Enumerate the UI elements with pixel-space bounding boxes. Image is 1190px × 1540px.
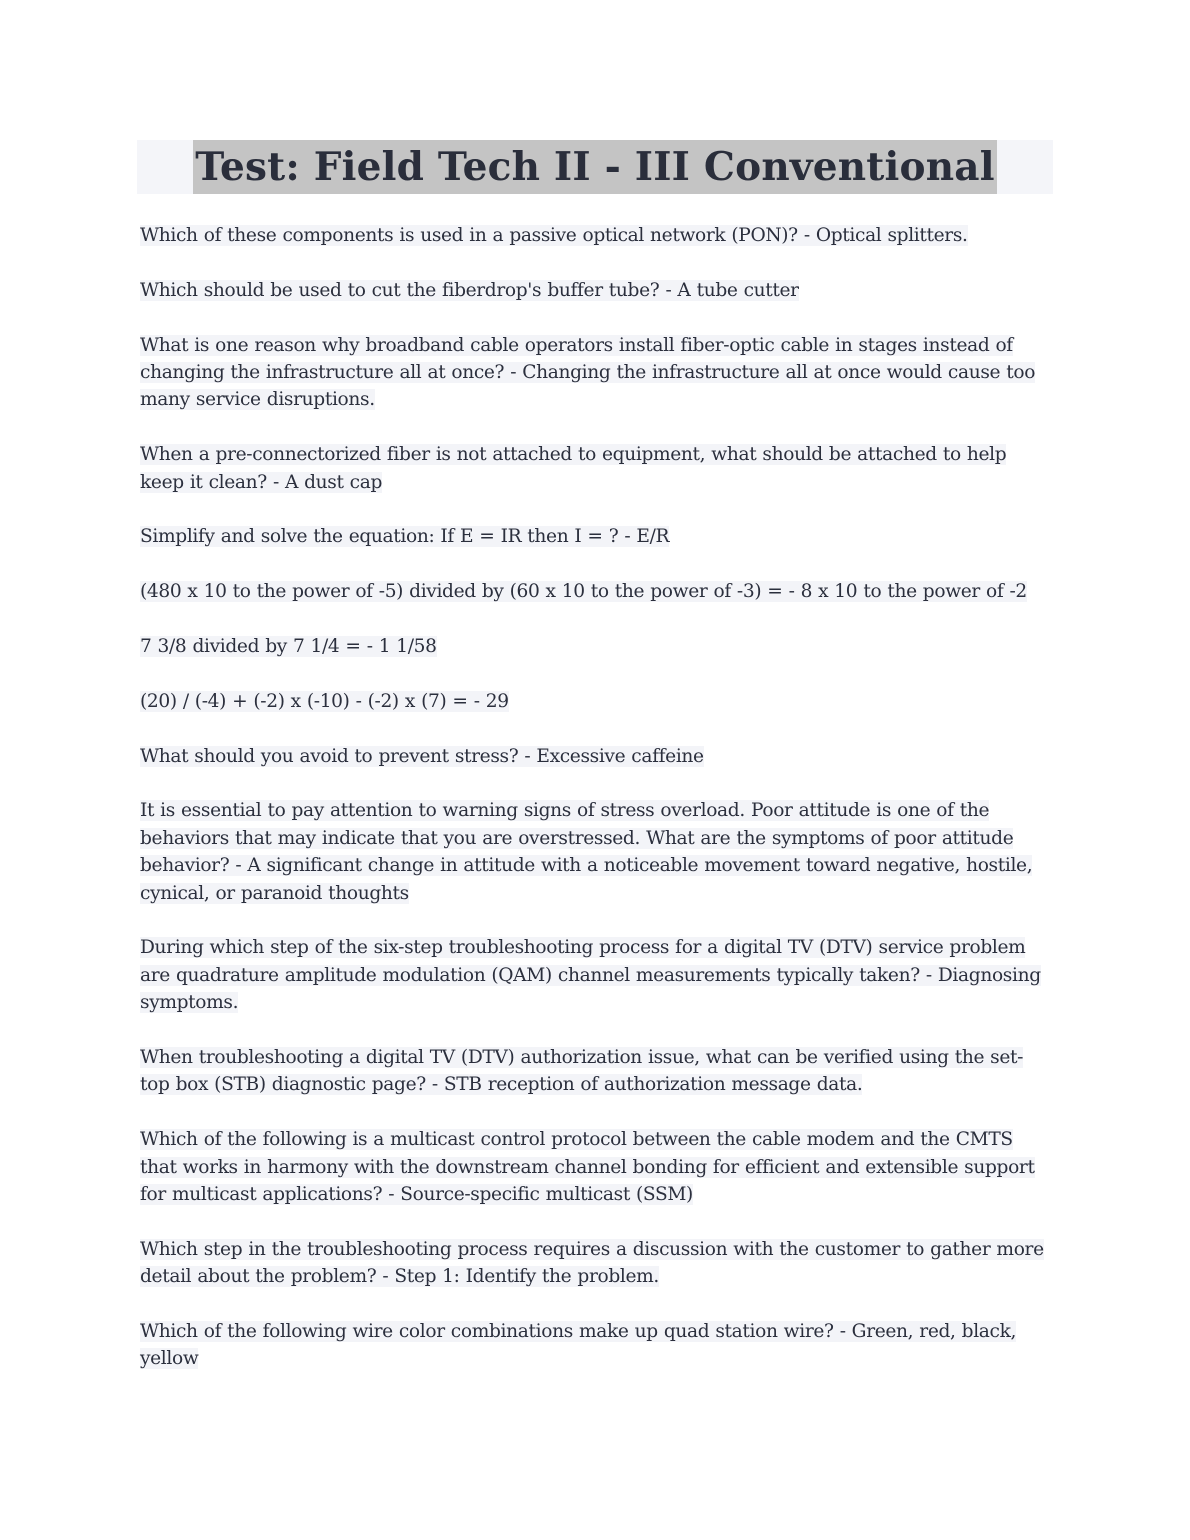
qa-text: (20) / (-4) + (-2) x (-10) - (-2) x (7) = - 29 (140, 690, 509, 712)
qa-item-6 (140, 578, 1052, 605)
qa-item-3 (140, 332, 1052, 414)
qa-item-11 (140, 934, 1052, 1016)
qa-item-15 (140, 1318, 1052, 1373)
qa-item-7 (140, 633, 1052, 660)
qa-item-9 (140, 743, 1052, 770)
qa-text: What should you avoid to prevent stress? - Excessive caffeine (140, 745, 704, 767)
qa-text: Simplify and solve the equation: If E = IR then I = ? - E/R (140, 526, 670, 548)
qa-text: When a pre-connectorized fiber is not attached to equipment, what should be attached to help keep it clean? - A dust cap (140, 444, 1007, 493)
qa-item-13 (140, 1126, 1052, 1208)
question-answer-list (140, 222, 1052, 1400)
qa-text: Which of these components is used in a passive optical network (PON)? - Optical splitters. (140, 225, 968, 246)
qa-item-4 (140, 441, 1052, 496)
page-title: Test: Field Tech II - III Conventional (193, 140, 997, 194)
qa-text: Which step in the troubleshooting process requires a discussion with the customer to gather more detail about the problem? - Step 1: Identify the problem. (140, 1238, 1044, 1288)
qa-item-12 (140, 1044, 1052, 1099)
qa-item-8 (140, 688, 1052, 715)
qa-text: Which of the following is a multicast control protocol between the cable modem and the CMTS that works in harmony with the downstream channel bonding for efficient and extensible support for multicast applications? - Source-specific multicast (SSM) (140, 1129, 1035, 1206)
qa-text: Which of the following wire color combinations make up quad station wire? - Green, red, black, yellow (140, 1321, 1017, 1370)
qa-text: What is one reason why broadband cable operators install fiber-optic cable in stages instead of changing the infrastructure all at once? - Changing the infrastructure all at once would cause too many service disruptions. (140, 334, 1036, 411)
qa-item-2 (140, 277, 1052, 304)
qa-text: When troubleshooting a digital TV (DTV) authorization issue, what can be verified using the set-top box (STB) diagnostic page? - STB reception of authorization message data. (140, 1047, 1024, 1096)
qa-text: It is essential to pay attention to warning signs of stress overload. Poor attitude is one of the behaviors that may indicate that you are overstressed. What are the symptoms of poor attitude behavior? - A significant change in attitude with a noticeable movement toward negative, hostile, cynical, or paranoid thoughts (140, 800, 1033, 904)
qa-text: During which step of the six-step troubleshooting process for a digital TV (DTV) service problem are quadrature amplitude modulation (QAM) channel measurements typically taken? - Diagnosing symptoms. (140, 937, 1041, 1014)
qa-text: Which should be used to cut the fiberdrop's buffer tube? - A tube cutter (140, 279, 799, 301)
qa-item-14 (140, 1236, 1052, 1291)
qa-item-1 (140, 222, 1052, 249)
qa-item-10 (140, 797, 1052, 907)
qa-text: (480 x 10 to the power of -5) divided by (60 x 10 to the power of -3) = - 8 x 10 to the power of -2 (140, 581, 1027, 603)
qa-text: 7 3/8 divided by 7 1/4 = - 1 1/58 (140, 636, 437, 657)
qa-item-5 (140, 523, 1052, 550)
title-banner (137, 140, 1053, 194)
